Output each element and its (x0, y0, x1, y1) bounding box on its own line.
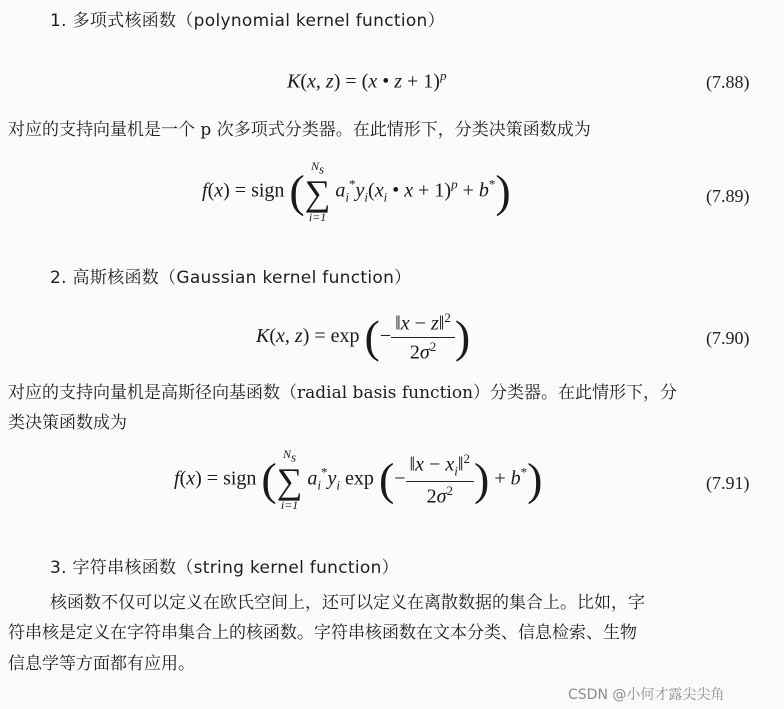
equation-7-88: K(x, z) = (x • z + 1)$^p$ (287, 68, 447, 93)
section-2-heading (50, 263, 411, 288)
gauss-description-line-1: 对应的支持向量机是高斯径向基函数（radial basis function）分类器。在此情形下，分 (8, 383, 678, 403)
section-1-number: 1. (50, 11, 67, 31)
string-paragraph-line-1: 核函数不仅可以定义在欧氏空间上，还可以定义在离散数据的集合上。比如，字 (50, 593, 645, 613)
equation-number-7-90: (7.90) (706, 328, 750, 348)
string-paragraph-line-3: 信息学等方面都有应用。 (8, 654, 195, 674)
equation-7-91: f(x) = sign ( $N_s$ ∑ i=1 $a_i^*y_i$ exp (− $\frac{‖x - x_i‖^2}{2\sigma^2}$ ) + b*) (174, 447, 543, 513)
string-paragraph-line-2: 符串核是定义在字符串集合上的核函数。字符串核函数在文本分类、信息检索、生物 (8, 623, 637, 643)
section-2-number: 2. (50, 268, 67, 288)
poly-description: 对应的支持向量机是一个 p 次多项式分类器。在此情形下，分类决策函数成为 (8, 120, 591, 140)
section-2-title: 高斯核函数（Gaussian kernel function） (72, 268, 412, 288)
equation-number-7-89: (7.89) (706, 186, 750, 206)
gauss-description-line-2: 类决策函数成为 (8, 413, 127, 433)
csdn-watermark: CSDN @小何才露尖尖角 (568, 687, 725, 703)
equation-number-7-91: (7.91) (706, 473, 750, 493)
equation-7-89: f(x) = sign ( $N_s$ ∑ i=1 $a_i^*y_i(x_i$ • x + 1)$^p$ + b*) (202, 159, 511, 225)
section-1-title: 多项式核函数（polynomial kernel function） (72, 11, 445, 31)
section-1-heading (50, 6, 445, 31)
section-3-title: 字符串核函数（string kernel function） (72, 558, 399, 578)
section-3-number: 3. (50, 558, 67, 578)
equation-7-90: K(x, z) = exp (− $\frac{‖x - z‖^2}{2\sigma^2}$ ) (256, 310, 471, 364)
equation-number-7-88: (7.88) (706, 72, 750, 92)
section-3-heading (50, 553, 399, 578)
